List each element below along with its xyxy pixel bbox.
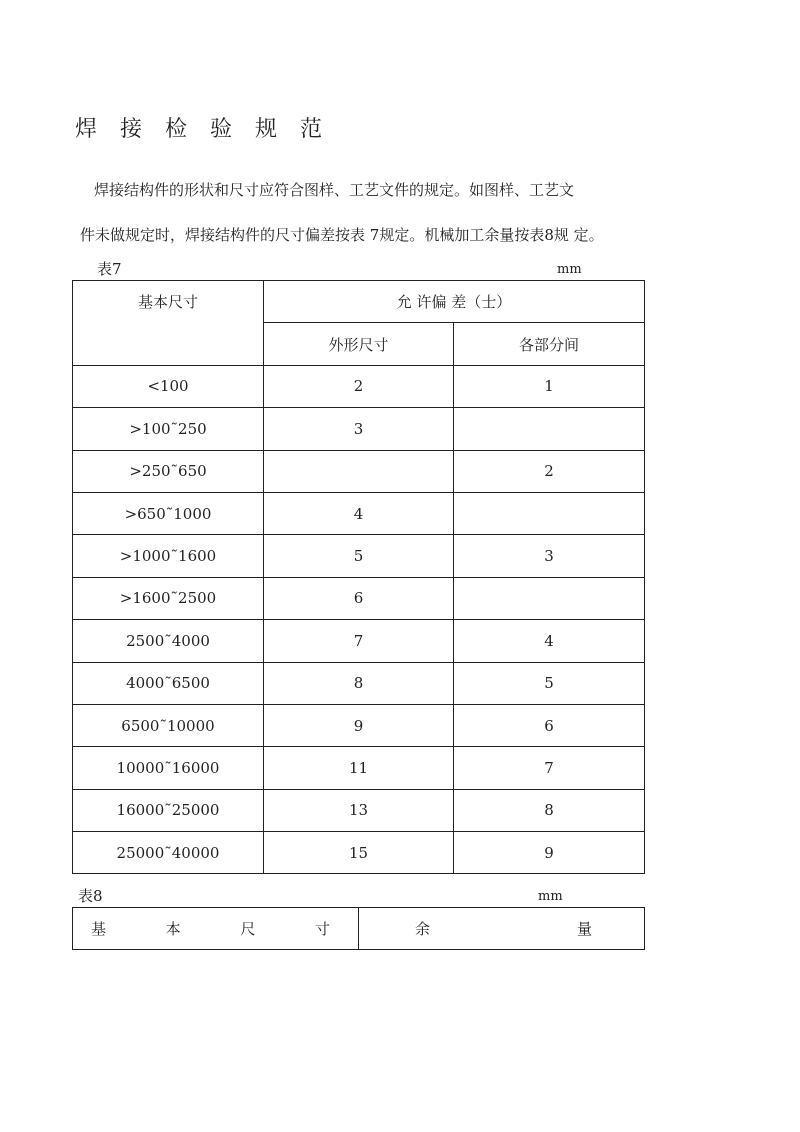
cell-outer-tolerance [264,450,454,492]
table8-unit: mm [538,889,563,904]
cell-outer-tolerance: 7 [264,620,454,662]
intro-line-1: 焊接结构件的形状和尺寸应符合图样、工艺文件的规定。如图样、工艺文 [94,181,575,199]
cell-between-tolerance [454,408,645,450]
cell-between-tolerance [454,577,645,619]
cell-outer-tolerance: 4 [264,492,454,534]
table-row [73,535,645,577]
cell-outer-tolerance: 6 [264,577,454,619]
table-row [73,492,645,534]
table-row [73,789,645,831]
table-row [73,365,645,407]
header-char: 基 [91,920,107,938]
table7-unit: mm [557,262,582,277]
allowance-table [72,907,645,950]
tolerance-table [72,280,645,874]
table-header-row [73,908,645,950]
cell-base-size: 16000˜25000 [73,789,264,831]
cell-outer-tolerance: 8 [264,662,454,704]
intro-line-2: 件未做规定时，焊接结构件的尺寸偏差按表 7规定。机械加工余量按表8规 定。 [80,226,604,244]
header-base-size: 基本尺寸 [73,281,264,366]
cell-base-size: 6500˜10000 [73,704,264,746]
table-row [73,408,645,450]
cell-outer-tolerance: 11 [264,747,454,789]
header-char: 本 [165,920,181,938]
cell-outer-tolerance: 13 [264,789,454,831]
cell-base-size: 2500˜4000 [73,620,264,662]
cell-base-size: 10000˜16000 [73,747,264,789]
cell-outer-tolerance: 9 [264,704,454,746]
table-row [73,832,645,874]
cell-between-tolerance: 4 [454,620,645,662]
table-row [73,577,645,619]
table-row [73,747,645,789]
header-allowance [359,908,645,950]
cell-base-size: >1600˜2500 [73,577,264,619]
table-header-row [73,281,645,323]
header-between-parts: 各部分间 [454,323,645,365]
header-char: 尺 [240,920,256,938]
header-tolerance: 允 许偏 差（士） [264,281,645,323]
cell-base-size: <100 [73,365,264,407]
table-row [73,450,645,492]
table8-caption: 表8 [78,887,103,905]
cell-between-tolerance: 6 [454,704,645,746]
table-row [73,662,645,704]
cell-outer-tolerance: 2 [264,365,454,407]
cell-outer-tolerance: 15 [264,832,454,874]
cell-between-tolerance: 9 [454,832,645,874]
cell-between-tolerance [454,492,645,534]
cell-between-tolerance: 8 [454,789,645,831]
header-char: 量 [576,920,592,938]
cell-between-tolerance: 3 [454,535,645,577]
header-outer-size: 外形尺寸 [264,323,454,365]
cell-between-tolerance: 1 [454,365,645,407]
cell-base-size: >650˜1000 [73,492,264,534]
cell-base-size: >1000˜1600 [73,535,264,577]
table7-caption: 表7 [97,260,122,278]
cell-between-tolerance: 7 [454,747,645,789]
header-char: 余 [415,920,431,938]
cell-outer-tolerance: 3 [264,408,454,450]
header-base-size [73,908,359,950]
cell-base-size: >100˜250 [73,408,264,450]
intro-paragraph [80,168,660,258]
cell-between-tolerance: 5 [454,662,645,704]
cell-outer-tolerance: 5 [264,535,454,577]
table-row [73,704,645,746]
header-char: 寸 [314,920,330,938]
cell-between-tolerance: 2 [454,450,645,492]
page-title: 焊 接 检 验 规 范 [75,117,330,142]
table-row [73,620,645,662]
cell-base-size: 25000˜40000 [73,832,264,874]
cell-base-size: >250˜650 [73,450,264,492]
cell-base-size: 4000˜6500 [73,662,264,704]
